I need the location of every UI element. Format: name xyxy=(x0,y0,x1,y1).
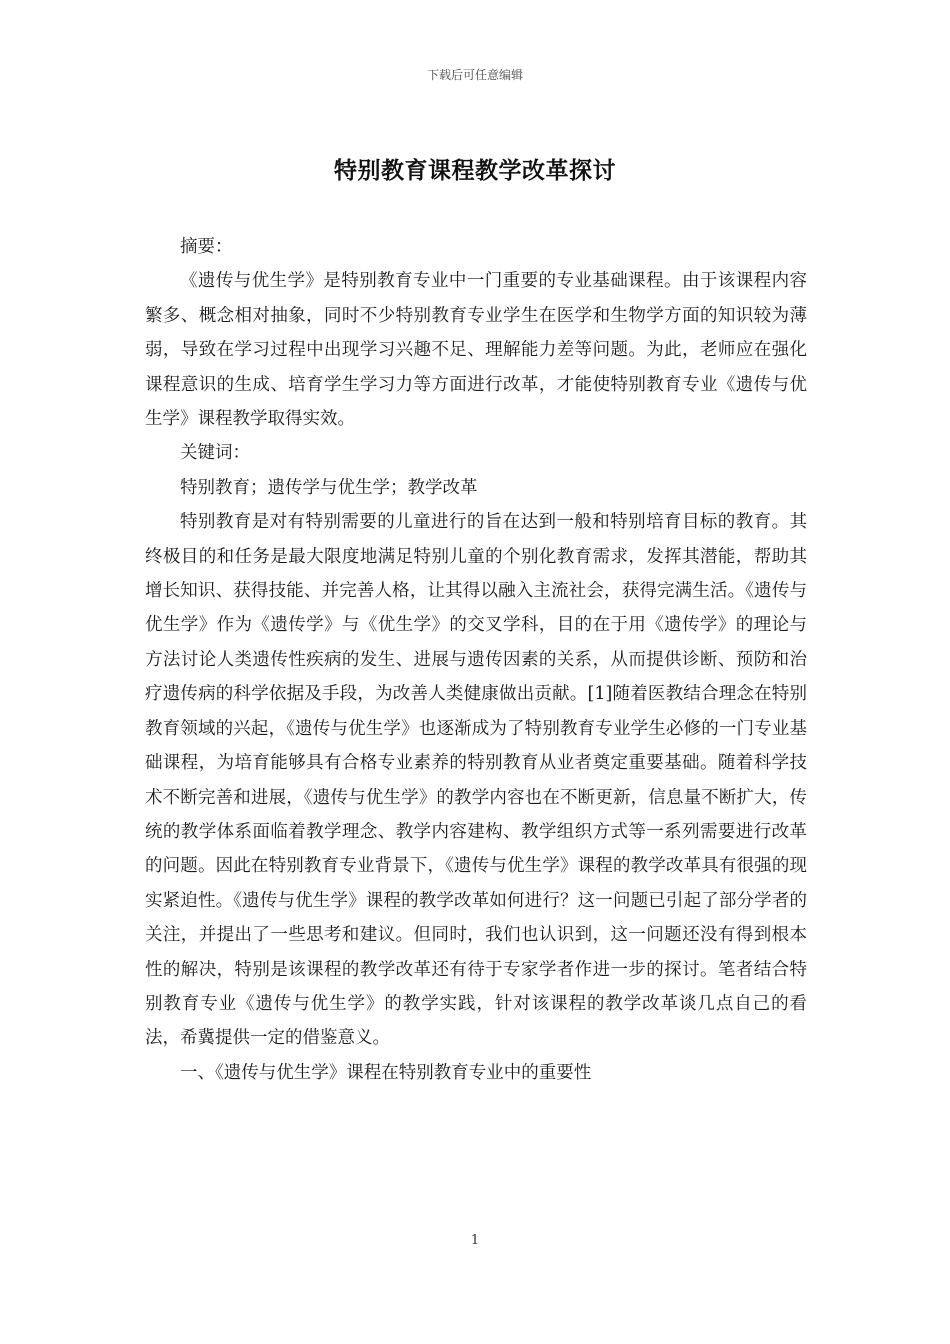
keywords-label: 关键词： xyxy=(180,443,250,464)
page-number: 1 xyxy=(470,1233,480,1248)
section-heading: 一、《遗传与优生学》课程在特别教育专业中的重要性 xyxy=(180,1062,592,1083)
abstract-label: 摘要： xyxy=(180,237,233,257)
header-note: 下载后可任意编辑 xyxy=(426,68,523,82)
keywords-paragraph: 特别教育；遗传学与优生学；教学改革 xyxy=(180,477,478,498)
intro-paragraph: 特别教育是对有特别需要的儿童进行的旨在达到一般和特别培育目标的教育。其终极目的和任务是最大限度地满足特别儿童的个别化教育需求，发挥其潜能，帮助其增长知识、获得技能、并完善人格，让其得以融入主流社会，获得完满生活。《遗传与优生学》作为《遗传学》与《优生学》的交叉学科，目的在于用《遗传学》的理论与方法讨论人类遗传性疾病的发生、进展与遗传因素的关系，从而提供诊断、预防和治疗遗传病的科学依据及手段，为改善人类健康做出贡献。[1]随着医教结合理念在特别教育领域的兴起，《遗传与优生学》也逐渐成为了特别教育专业学生必修的一门专业基础课程，为培育能够具有合格专业素养的特别教育从业者奠定重要基础。随着科学技术不断完善和进展，《遗传与优生学》的教学内容也在不断更新，信息量不断扩大，传统的教学体系面临着教学理念、教学内容建构、教学组织方式等一系列需要进行改革的问题。因此在特别教育专业背景下，《遗传与优生学》课程的教学改革具有很强的现实紧迫性。《遗传与优生学》课程的教学改革如何进行？这一问题已引起了部分学者的关注，并提出了一些思考和建议。但同时，我们也认识到，这一问题还没有得到根本性的解决，特别是该课程的教学改革还有待于专家学者作进一步的探讨。笔者结合特别教育专业《遗传与优生学》的教学实践，针对该课程的教学改革谈几点自己的看法，希冀提供一定的借鉴意义。 xyxy=(145,512,807,1049)
document-body xyxy=(145,230,807,1090)
abstract-paragraph: 《遗传与优生学》是特别教育专业中一门重要的专业基础课程。由于该课程内容繁多、概念相对抽象，同时不少特别教育专业学生在医学和生物学方面的知识较为薄弱，导致在学习过程中出现学习兴趣不足、理解能力差等问题。为此，老师应在强化课程意识的生成、培育学生学习力等方面进行改革，才能使特别教育专业《遗传与优生学》课程教学取得实效。 xyxy=(145,271,807,430)
document-title: 特别教育课程教学改革探讨 xyxy=(334,157,616,184)
